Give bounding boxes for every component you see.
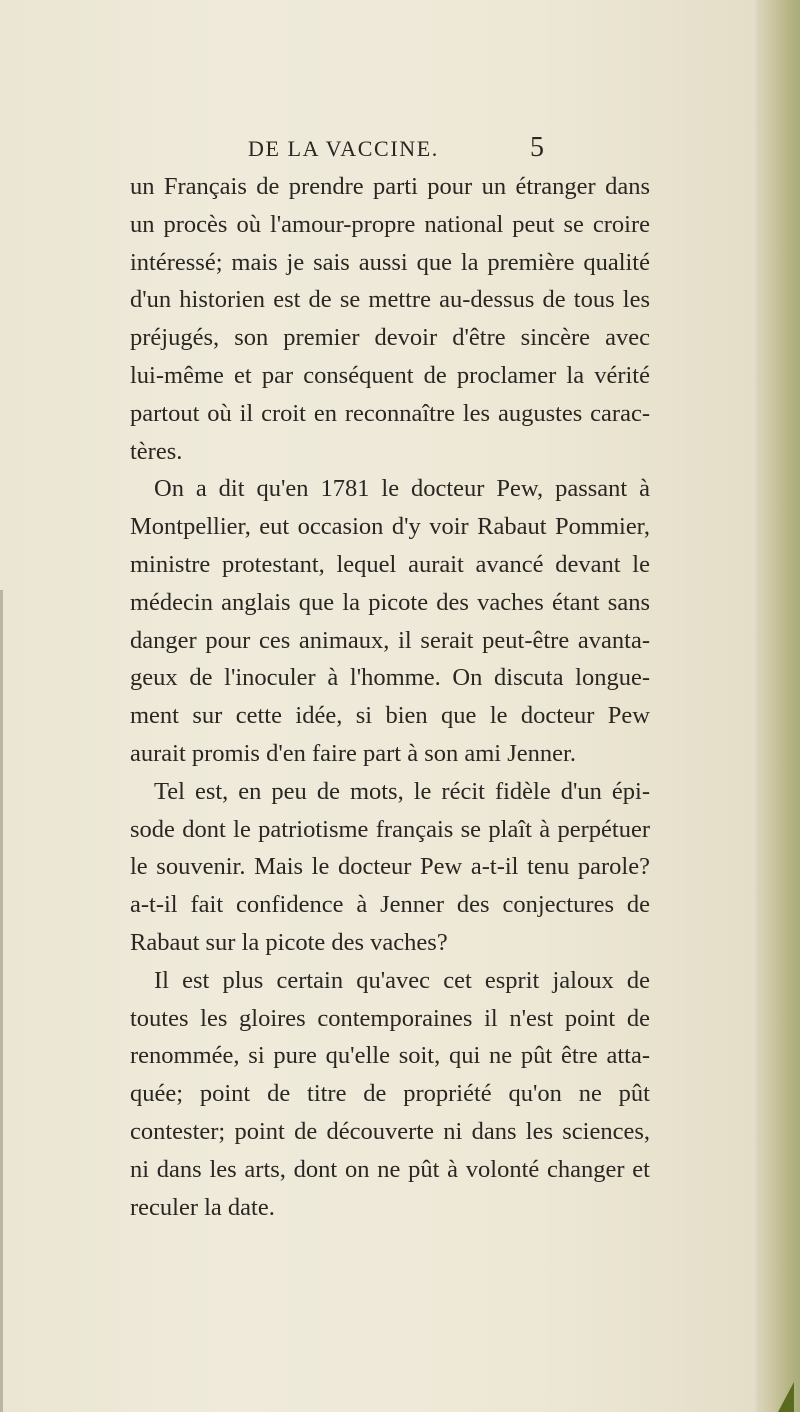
text-line: a-t-il fait confidence à Jenner des conjectures de [130, 891, 650, 919]
text-line: intéressé; mais je sais aussi que la première qualité [130, 248, 650, 276]
corner-mark-icon [778, 1382, 794, 1412]
text-line: Il est plus certain qu'avec cet esprit jaloux de [154, 966, 650, 994]
text-line: ni dans les arts, dont on ne pût à volonté changer et [130, 1155, 650, 1183]
text-line: Montpellier, eut occasion d'y voir Rabaut Pommier, [130, 513, 650, 541]
text-line: toutes les gloires contemporaines il n'est point de [130, 1004, 650, 1032]
text-line: Tel est, en peu de mots, le récit fidèle d'un épi- [154, 777, 650, 805]
book-binding-edge [760, 0, 800, 1412]
text-line: sode dont le patriotisme français se plaît à perpétuer [130, 815, 650, 843]
text-line: un Français de prendre parti pour un étranger dans [130, 173, 650, 200]
text-line: geux de l'inoculer à l'homme. On discuta longue- [130, 664, 650, 692]
text-line: partout où il croit en reconnaître les augustes carac- [130, 399, 650, 427]
text-line: médecin anglais que la picote des vaches étant sans [130, 588, 650, 616]
text-line: ment sur cette idée, si bien que le docteur Pew [130, 702, 650, 730]
text-line: tères. [130, 437, 183, 465]
running-head: DE LA VACCINE. [248, 136, 439, 161]
page-header [0, 132, 760, 166]
text-line: ministre protestant, lequel aurait avancé devant le [130, 550, 650, 578]
body-text [130, 168, 650, 1226]
text-line: d'un historien est de se mettre au-dessus de tous les [130, 286, 650, 314]
text-line: aurait promis d'en faire part à son ami Jenner. [130, 739, 576, 767]
text-line: danger pour ces animaux, il serait peut-être avanta- [130, 626, 650, 654]
text-line: renommée, si pure qu'elle soit, qui ne pût être atta- [130, 1042, 650, 1070]
text-line: préjugés, son premier devoir d'être sincère avec [130, 324, 650, 352]
text-line: reculer la date. [130, 1193, 275, 1221]
text-line: le souvenir. Mais le docteur Pew a-t-il tenu parole? [130, 853, 650, 881]
text-line: Rabaut sur la picote des vaches? [130, 928, 448, 956]
text-line: contester; point de découverte ni dans les sciences, [130, 1117, 650, 1145]
page-edge-rule [0, 590, 3, 1412]
text-line: un procès où l'amour-propre national peut se croire [130, 210, 650, 238]
text-line: quée; point de titre de propriété qu'on ne pût [130, 1080, 650, 1108]
text-line: lui-même et par conséquent de proclamer la vérité [130, 361, 650, 389]
text-line: On a dit qu'en 1781 le docteur Pew, passant à [154, 475, 650, 503]
page-number: 5 [530, 132, 544, 163]
